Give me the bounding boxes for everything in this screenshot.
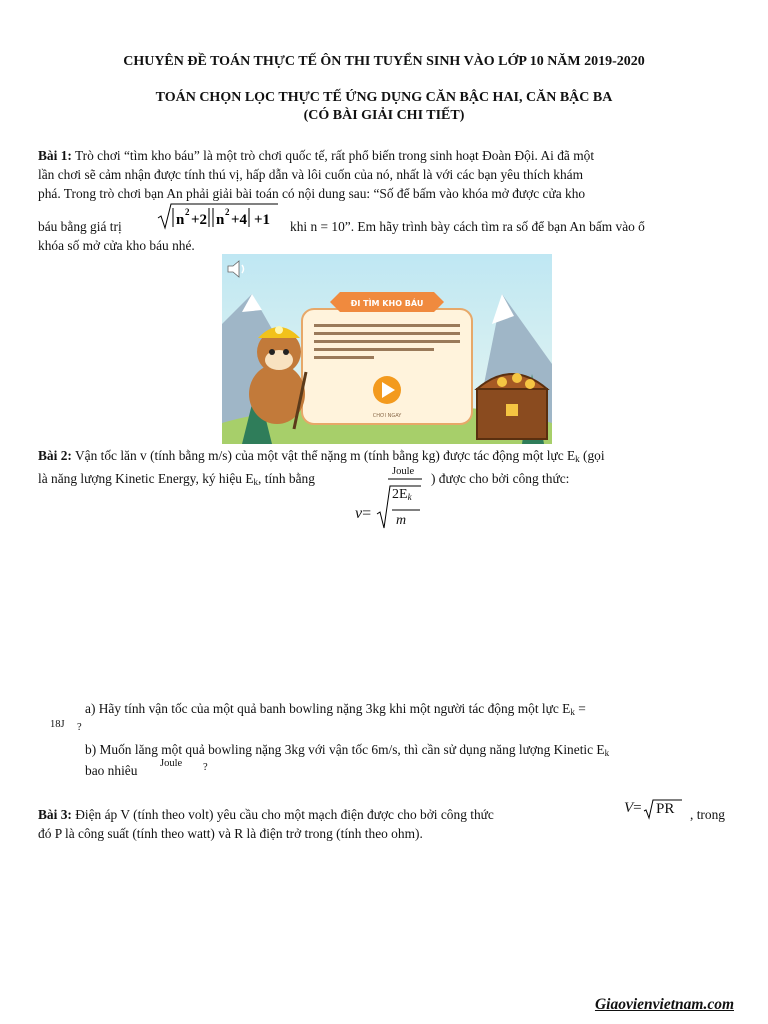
bai2-line1: [38, 447, 734, 469]
formula-V: V=: [624, 800, 642, 816]
svg-text:n: n: [176, 212, 185, 228]
treasure-game-illustration: [222, 254, 552, 444]
value-18j: 18J: [50, 719, 65, 730]
svg-text:+4: +4: [231, 212, 248, 228]
svg-text:+1: +1: [254, 212, 271, 228]
svg-text:2: 2: [225, 207, 230, 217]
formula-v: v=: [355, 505, 372, 522]
bai1-line4-start: báu bằng giá trị: [38, 219, 122, 234]
game-banner-title: ĐI TÌM KHO BÁU: [350, 299, 424, 308]
svg-text:n: n: [216, 212, 225, 228]
bai1-text-1: Trò chơi “tìm kho báu” là một trò chơi quốc tế, rất phổ biến trong sinh hoạt Đoàn Đội. Ai đã một: [74, 148, 595, 163]
bai2-label: Bài 2:: [38, 448, 72, 463]
sub-k: k: [575, 454, 580, 464]
bai1-radical-formula: [156, 200, 280, 232]
svg-text:2: 2: [185, 207, 190, 217]
bai1-label: Bài 1:: [38, 148, 72, 163]
play-label: CHƠI NGAY: [372, 413, 402, 419]
bai3-line2: đó P là công suất (tính theo watt) và R là điện trở trong (tính theo ohm).: [38, 826, 423, 841]
bai1-line5: khóa số mở cửa kho báu nhé.: [38, 238, 195, 253]
question-mark-a: ?: [77, 722, 82, 733]
bai1-line1: [38, 147, 734, 166]
bai1-line2: lần chơi sẽ cảm nhận được tính thú vị, hấp dẫn và lôi cuốn của nó, nhất là với các bạn yêu thích khám: [38, 167, 583, 182]
unit-joule: Joule: [392, 466, 415, 477]
document-subtitle: TOÁN CHỌN LỌC THỰC TẾ ỨNG DỤNG CĂN BẬC HAI, CĂN BẬC BA: [155, 90, 613, 105]
bai2-line2-end: ) được cho bởi công thức:: [431, 471, 570, 486]
formula-numerator: $2E_k$: [392, 487, 412, 502]
game-scene: [222, 254, 552, 444]
bai2-text-1b: (gọi: [579, 448, 605, 463]
formula-pr: PR: [656, 801, 675, 817]
unit-fraction-line: [388, 478, 422, 480]
bai1-line3: phá. Trong trò chơi bạn An phải giải bài toán có nội dung sau: “Số để bấm vào khóa mở được cửa kho: [38, 186, 586, 201]
bai3-line1-end: , trong: [690, 807, 725, 822]
unit-joule-b: Joule: [160, 758, 183, 769]
bai2-line2-start: là năng lượng Kinetic Energy, ký hiệu $E_k$, tính bằng: [38, 471, 315, 487]
footer-site-link[interactable]: Giaovienvietnam.com: [594, 996, 734, 1013]
bai3-line1: Bài 3: Điện áp V (tính theo volt) yêu cầu cho một mạch điện được cho bởi công thức: [38, 807, 494, 822]
document-title: CHUYÊN ĐỀ TOÁN THỰC TẾ ÔN THI TUYỂN SINH VÀO LỚP 10 NĂM 2019-2020: [123, 54, 645, 69]
svg-text:+2: +2: [191, 212, 208, 228]
formula-denominator: m: [396, 513, 407, 528]
bai2-question-b: b) Muốn lăng một quả bowling nặng 3kg với vận tốc 6m/s, thì cần sử dụng năng lượng Kinetic $E_k$: [85, 742, 610, 758]
question-mark-b: ?: [203, 762, 208, 773]
bai2-question-b-line2: bao nhiêu: [85, 763, 138, 778]
bai3-label: Bài 3:: [38, 807, 72, 822]
bai2-text-1a: Vận tốc lăn v (tính bằng m/s) của một vật thể nặng m (tính bằng kg) được tác động một lực E: [74, 448, 576, 463]
document-subtitle-note: (CÓ BÀI GIẢI CHI TIẾT): [303, 108, 465, 123]
bai1-line4-end: khi n = 10”. Em hãy trình bày cách tìm ra số để bạn An bấm vào ổ: [290, 219, 645, 234]
bai2-question-a: a) Hãy tính vận tốc của một quả banh bowling nặng 3kg khi một người tác động một lực $E_k$ =: [85, 701, 586, 717]
